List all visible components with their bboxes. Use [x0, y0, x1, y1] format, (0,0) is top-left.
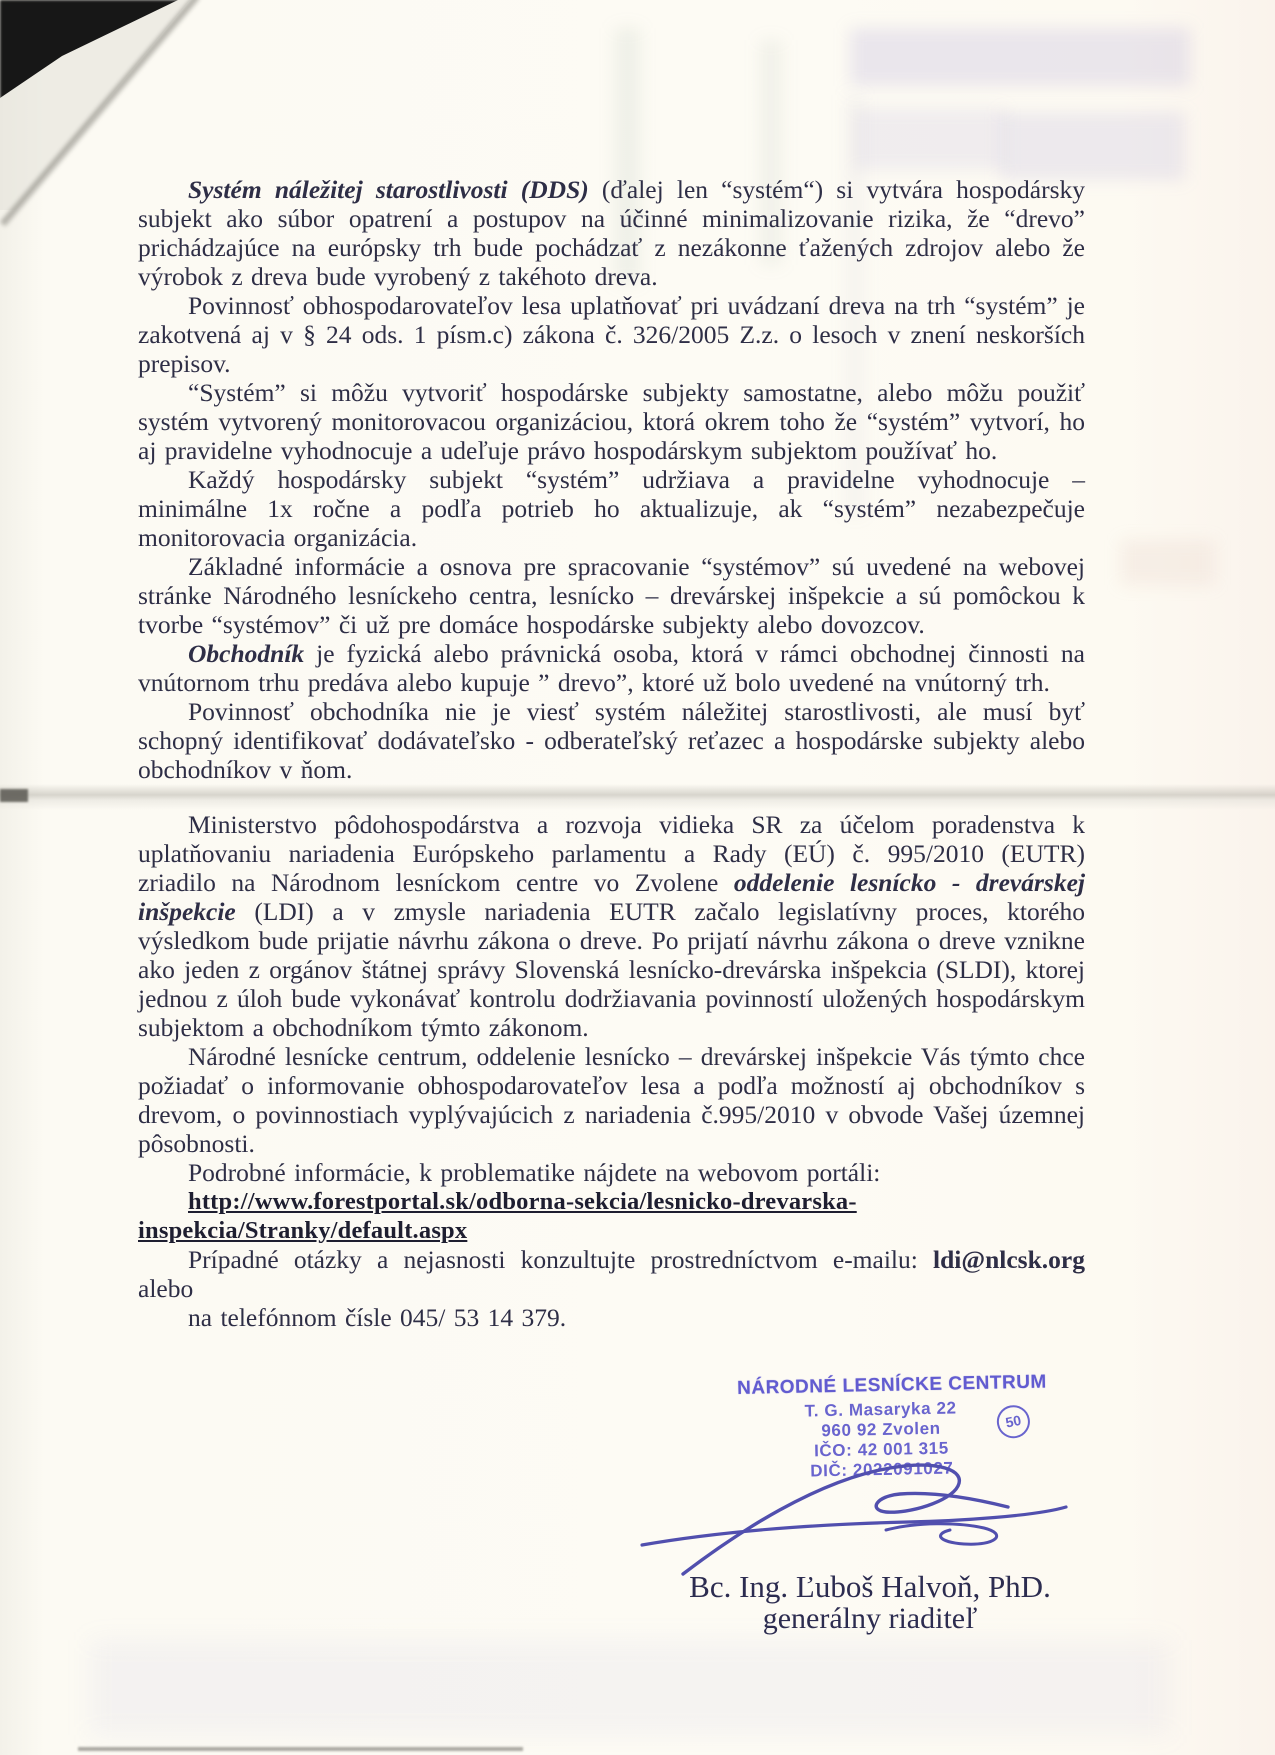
paragraph-text: Povinnosť obchodníka nie je viesť systém náležitej starostlivosti, ale musí byť schopný identifikovať dodávateľsko - odberateľský reťazec a hospodárske subjekty alebo obchodníkov v ňom. — [138, 697, 1085, 784]
ink-bleed-through — [850, 28, 1190, 86]
contact-text: Prípadné otázky a nejasnosti konzultujte prostredníctvom e-mailu: — [188, 1245, 934, 1274]
obchodnik-term: Obchodník — [188, 639, 305, 668]
stamp-number-badge: 50 — [994, 1402, 1033, 1441]
paragraph-text: (ďalej len “systém“) si vytvára hospodársky subjekt ako súbor opatrení a postupov na účinné minimalizovanie rizika, že “drevo” prichádzajúce na európsky trh bude pochádzať z nezákonne ťažených zdrojov alebo že výrobok z dreva bude vyrobený z takéhoto dreva. — [138, 175, 1085, 291]
paragraph-obchodnik — [138, 639, 1085, 697]
scan-edge-mark — [78, 1747, 523, 1751]
crease-edge-mark — [0, 789, 28, 802]
dds-term: Systém náležitej starostlivosti (DDS) — [188, 175, 589, 204]
paragraph-text: “Systém” si môžu vytvoriť hospodárske subjekty samostatne, alebo môžu použiť systém vytvorený monitorovacou organizáciou, ktorá okrem toho že “systém” vytvorí, ho aj pravidelne vyhodnocuje a udeľuje právo hospodárskym subjektom používať ho. — [138, 378, 1085, 465]
signatory-name: Bc. Ing. Ľuboš Halvoň, PhD. — [689, 1569, 1051, 1604]
paragraph-text: Podrobné informácie, k problematike nájdete na webovom portáli: — [188, 1158, 881, 1187]
contact-phone-line — [138, 1303, 1085, 1332]
contact-email: ldi@nlcsk.org — [933, 1245, 1085, 1274]
contact-email-line — [138, 1245, 1085, 1303]
paragraph-podrobne-informacie — [138, 1158, 1085, 1187]
letter-body — [138, 175, 1085, 1332]
ink-bleed-through — [855, 108, 1005, 170]
paragraph-povinnost-obchodnika — [138, 697, 1085, 784]
stamp-city: 960 92 Zvolen — [821, 1418, 941, 1441]
paragraph-dds — [138, 175, 1085, 291]
paper-crease — [0, 784, 1275, 810]
ink-bleed-through — [1000, 112, 1185, 180]
paragraph-text: Ministerstvo pôdohospodárstva a rozvoja vidieka SR za účelom poradenstva k uplatňovaniu nariadenia Európskeho parlamentu a Rady (EÚ) č. 995/2010 (EUTR) zriadilo na Národnom lesníckom centre vo Zvolene — [138, 810, 1085, 897]
paragraph-system-vytvorenie — [138, 378, 1085, 465]
paragraph-text: (LDI) a v zmysle nariadenia EUTR začalo legislatívny proces, ktorého výsledkom bude prijatie návrhu zákona o dreve. Po prijatí návrhu zákona o dreve vznikne ako jeden z orgánov štátnej správy Slovenská lesnícko-drevárska inšpekcia (SLDI), ktorej jednou z úloh bude vykonávať kontrolu dodržiavania povinností uložených hospodárskym subjektom a obchodníkom týmto zákonom. — [138, 897, 1085, 1042]
contact-text: alebo — [138, 1274, 194, 1303]
signatory-title: generálny riaditeľ — [762, 1602, 978, 1635]
contact-phone: na telefónnom čísle 045/ 53 14 379. — [188, 1303, 567, 1332]
ink-bleed-through — [90, 1640, 1170, 1735]
ldi-term: oddelenie lesnícko - drevárskej inšpekcie — [138, 868, 1085, 926]
stamp-org-name: NÁRODNÉ LESNÍCKE CENTRUM — [736, 1371, 1047, 1400]
paragraph-text: je fyzická alebo právnická osoba, ktorá v rámci obchodnej činnosti na vnútornom trhu predáva alebo kupuje ” drevo”, ktoré už bolo uvedené na vnútorný trh. — [138, 639, 1085, 697]
stamp-dic: DIČ: 2022091027 — [810, 1458, 954, 1481]
paragraph-ministerstvo — [138, 810, 1085, 1042]
paragraph-udrzba-systemu — [138, 465, 1085, 552]
paragraph-text: Národné lesnícke centrum, oddelenie lesnícko – drevárskej inšpekcie Vás týmto chce požiadať o informovanie obhospodarovateľov lesa a podľa možností aj obchodníkov s drevom, o povinnostiach vyplývajúcich z nariadenia č.995/2010 v obvode Vašej územnej pôsobnosti. — [138, 1042, 1085, 1158]
stamp-street: T. G. Masaryka 22 — [804, 1398, 957, 1421]
paragraph-povinnost-lesa — [138, 291, 1085, 378]
paragraph-ziadost — [138, 1042, 1085, 1158]
url-text: http://www.forestportal.sk/odborna-sekcia/lesnicko-drevarska-inspekcia/Stranky/default.aspx — [138, 1188, 857, 1244]
paragraph-text: Každý hospodársky subjekt “systém” udržiava a pravidelne vyhodnocuje – minimálne 1x ročne a podľa potrieb ho aktualizuje, ak “systém” nezabezpečuje monitorovacia organizácia. — [138, 465, 1085, 552]
stamp-ico: IČO: 42 001 315 — [813, 1438, 949, 1461]
ink-bleed-through — [1120, 540, 1215, 585]
signatory-block — [560, 1570, 1180, 1635]
handwritten-signature — [628, 1452, 1078, 1577]
paragraph-zakladne-informacie — [138, 552, 1085, 639]
paragraph-text: Povinnosť obhospodarovateľov lesa uplatňovať pri uvádzaní dreva na trh “systém” je zakotvená aj v § 24 ods. 1 písm.c) zákona č. 326/2005 Z.z. o lesoch v znení neskorších prepisov. — [138, 291, 1085, 378]
paragraph-text: Základné informácie a osnova pre spracovanie “systémov” sú uvedené na webovej stránke Národného lesníckeho centra, lesnícko – drevárskej inšpekcie a sú pomôckou k tvorbe “systémov” či už pre domáce hospodárske subjekty alebo dovozcov. — [138, 552, 1085, 639]
portal-url — [138, 1187, 1085, 1245]
